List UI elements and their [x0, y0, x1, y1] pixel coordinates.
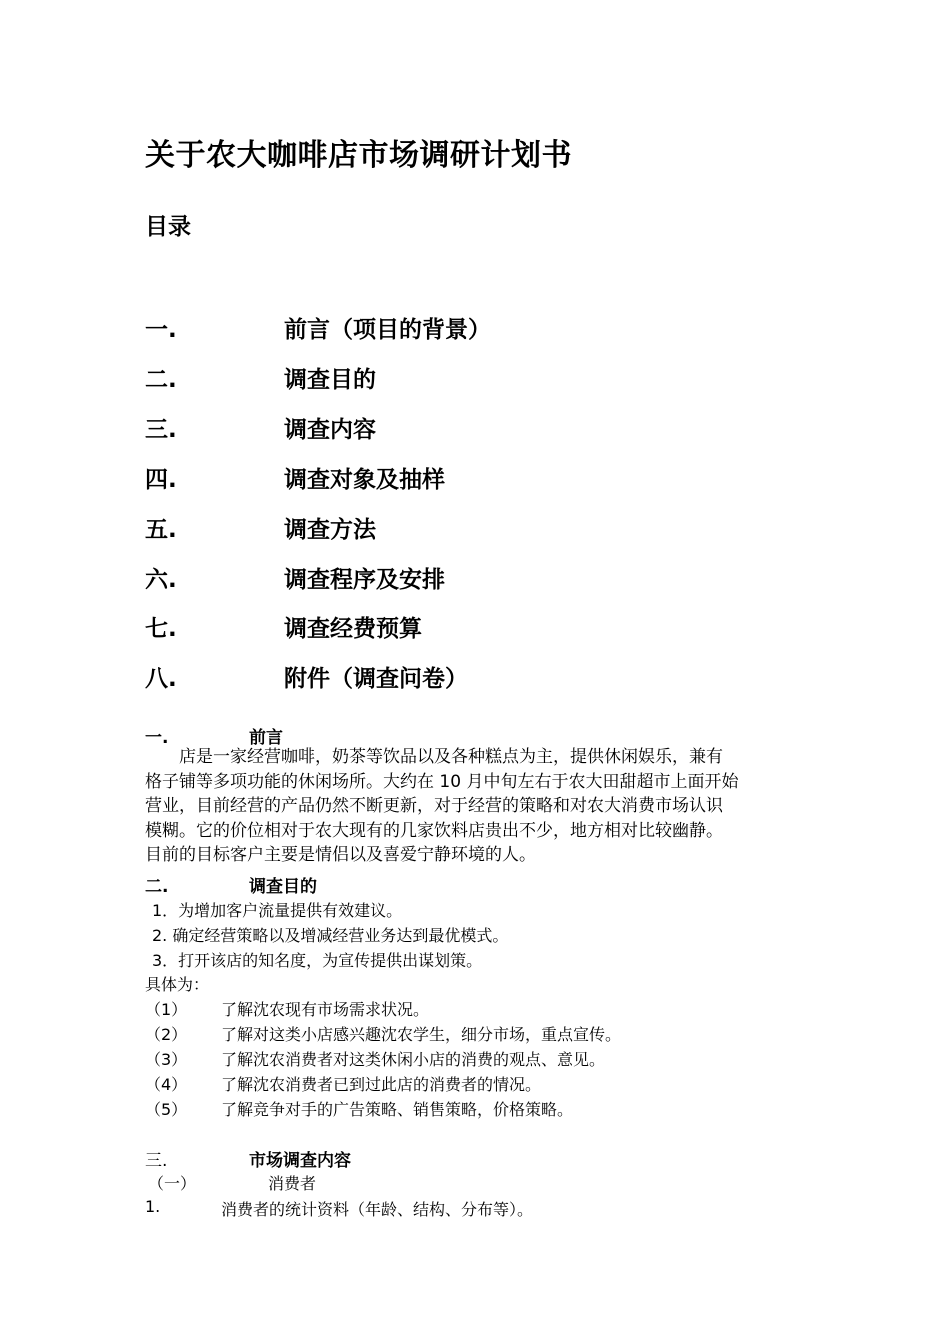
toc-item-number: 三.	[145, 417, 177, 443]
toc-item-number: 五.	[145, 517, 177, 543]
toc-item-title: 附件（调查问卷）	[284, 666, 468, 692]
toc-item-title: 调查方法	[284, 517, 376, 543]
specific-text: 了解沈农消费者已到过此店的消费者的情况。	[221, 1075, 542, 1094]
specific-number: （5）	[145, 1100, 188, 1119]
paragraph-line: 店是一家经营咖啡，奶茶等饮品以及各种糕点为主，提供休闲娱乐，兼有	[145, 747, 723, 767]
specific-text: 了解沈农消费者对这类休闲小店的消费的观点、意见。	[221, 1050, 606, 1069]
toc-item-title: 调查程序及安排	[284, 567, 445, 593]
preface-paragraph	[145, 745, 805, 868]
toc-item-number: 八.	[145, 666, 177, 692]
subsection-number: （一）	[148, 1174, 197, 1193]
specific-text: 了解沈农现有市场需求状况。	[221, 1000, 430, 1019]
specific-number: （2）	[145, 1025, 188, 1044]
paragraph-line: 目前的目标客户主要是情侣以及喜爱宁静环境的人。	[145, 845, 536, 866]
paragraph-line: 模糊。它的价位相对于农大现有的几家饮料店贵出不少，地方相对比较幽静。	[145, 820, 723, 841]
section-number: 三.	[145, 1151, 168, 1171]
toc-item-title: 调查目的	[284, 367, 376, 393]
purpose-item: 1．为增加客户流量提供有效建议。	[152, 901, 403, 920]
subsection-title: 消费者	[268, 1174, 317, 1193]
item-text: 消费者的统计资料（年龄、结构、分布等）。	[221, 1200, 534, 1219]
toc-item-title: 调查对象及抽样	[284, 467, 445, 493]
section-title: 市场调查内容	[249, 1151, 351, 1171]
toc-item-number: 二.	[145, 367, 177, 393]
section-title: 前言	[249, 728, 283, 748]
specific-number: （3）	[145, 1050, 188, 1069]
toc-item-title: 前言（项目的背景）	[284, 317, 491, 343]
paragraph-line: 格子铺等多项功能的休闲场所。大约在 10 月中旬左右于农大田甜超市上面开始	[145, 771, 739, 792]
toc-item-number: 一.	[145, 317, 177, 343]
specific-number: （1）	[145, 1000, 188, 1019]
specific-text: 了解对这类小店感兴趣沈农学生，细分市场，重点宣传。	[221, 1025, 622, 1044]
toc-heading: 目录	[145, 214, 191, 240]
toc-item-number: 七.	[145, 616, 177, 642]
section-number: 一.	[145, 728, 169, 748]
item-number: 1.	[145, 1197, 161, 1216]
toc-item-number: 六.	[145, 567, 177, 593]
paragraph-line: 营业，目前经营的产品仍然不断更新，对于经营的策略和对农大消费市场认识	[145, 796, 723, 817]
document-title: 关于农大咖啡店市场调研计划书	[145, 138, 572, 173]
section-title: 调查目的	[249, 877, 317, 897]
specific-number: （4）	[145, 1075, 188, 1094]
toc-item-number: 四.	[145, 467, 177, 493]
purpose-item: 3．打开该店的知名度，为宣传提供出谋划策。	[152, 951, 483, 970]
toc-item-title: 调查经费预算	[284, 616, 422, 642]
specific-text: 了解竞争对手的广告策略、销售策略，价格策略。	[221, 1100, 574, 1119]
specific-label: 具体为：	[145, 975, 210, 994]
toc-item-title: 调查内容	[284, 417, 376, 443]
section-number: 二.	[145, 877, 169, 897]
purpose-item: 2. 确定经营策略以及增减经营业务达到最优模式。	[152, 926, 509, 945]
